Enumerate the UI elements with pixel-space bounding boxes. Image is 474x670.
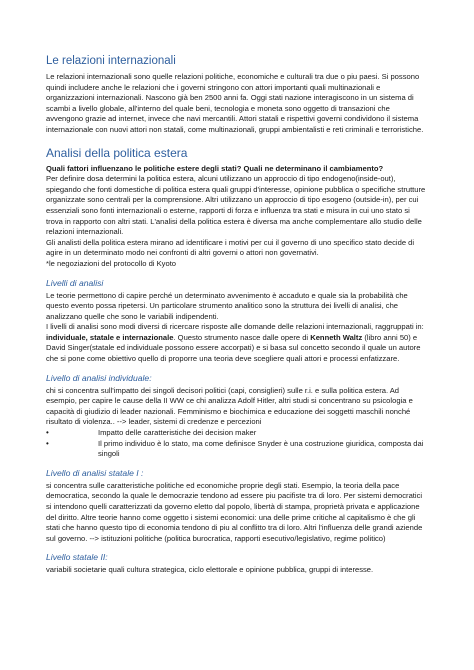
bullet-icon: • [46, 428, 49, 438]
paragraph-individuale: chi si concentra sull'impatto dei singoli decisori politici (capi, consiglieri) sulle r.i. e sulla politica estera. Ad esempio, per capire le cause della II WW ce chi analizza Adolf Hitler, altri studi si concentrano su psicologia e capacità di giudizio di leader nazionali. Femminismo e biochimica e educazione dei soggetti maschili nonché risultato di violenza.. --> leader, sistemi di credenze e percezioni [46, 385, 413, 427]
text-run: I livelli di analisi sono modi diversi di ricercare risposte alle domande delle relazioni internazionali, raggruppati in: [46, 322, 424, 332]
paragraph-livelli [46, 322, 428, 364]
heading-livelli-analisi: Livelli di analisi [46, 277, 104, 288]
section-title-politica-estera: Analisi della politica estera [46, 145, 188, 160]
heading-livello-statale-2: Livello statale II: [46, 552, 108, 563]
bullet-icon: • [46, 438, 49, 448]
paragraph-approcci: Per definire dosa determini la politica estera, alcuni utilizzano un approccio di tipo endogeno(inside-out), spiegando che fonti domestiche di politica estera quali gruppi d'interesse, opinione pubblica o specifiche strutture organizzate sono centrali per la comprensione. Altri utilizzano un approccio di tipo esogeno (outside-in), per cui essenziali sono fonti internazionali o esterne, rapporti di forza e influenza tra stati e misura in cui uno stato si trova in rapporto con altri stati. L'analisi della politica estera è diversa ma anche complementare allo studio delle relazioni internazionali. [46, 174, 426, 237]
paragraph-statale-1: si concentra sulle caratteristiche politiche ed economiche proprie degli stati. Esempio, la teoria della pace democratica, secondo la quale le democrazie tendono ad essere piu pacifiste tra di loro. Per sistemi democratici si intendono quelli caratterizzati da governo eletto dal popolo, libertà di stampa, proprietà privata e applicazione del diritto. Altre teorie hanno come oggetto i sistemi economici: una delle prime critiche al capitalismo è che gli stati che hanno questo tipo di economia tendono di piu al conflitto tra di loro. Altri l'influenza delle grandi aziende sul governo. --> istituzioni politiche (politica burocratica, rapporti esecutivo/legislativo, regime politico) [46, 480, 423, 543]
text-run: . Questo strumento nasce dalle opere di [173, 332, 311, 342]
paragraph-teorie: Le teorie permettono di capire perché un determinato avvenimento è accaduto e quale sia la probabilità che questo evento possa ripetersi. Un particolare strumento analitico sono la struttura dei livelli di analisi, che analizzano quelle che sono le variabili indipendenti. [46, 290, 408, 321]
heading-livello-individuale: Livello di analisi individuale: [46, 372, 152, 383]
bullet-item [46, 439, 428, 460]
bullet-text: Il primo individuo è lo stato, ma come definisce Snyder è una costruzione giuridica, composta dai singoli [98, 438, 424, 459]
paragraph-statale-2: variabili societarie quali cultura strategica, ciclo elettorale e opinione pubblica, gruppi di interesse. [46, 565, 374, 575]
text-run: (libro anni 50) e David Singer(statale ed individuale possono essere accorpati) e si basa sul concetto secondo il quale un autore che si pone come obiettivo quello di proporre una teoria deve scegliere quali attori e processi enfatizzare. [46, 332, 421, 364]
section-title-relazioni: Le relazioni internazionali [46, 55, 176, 67]
paragraph-relazioni: Le relazioni internazionali sono quelle relazioni politiche, economiche e culturali tra due o piu paesi. Si possono quindi includere anche le relazioni che i governi stringono con attori importanti quali multinazionali e organizzazioni internazionali. Nascono già ben 2500 anni fa. Oggi stati nazione interagiscono in un sistema di scambi a livello globale, all'interno del quale beni, tecnologia e moneta sono oggetto di transazioni che avvengono grazie ad internet, invece che navi mercantili. Attori statali e rispettivi governi condividono il sistema internazionale con nuovi attori non statali, come multinazionali, gruppi ambientalisti e reti criminali e terroristiche. [46, 72, 424, 134]
paragraph-analisti: Gli analisti della politica estera mirano ad identificare i motivi per cui il governo di uno specifico stato decide di agire in un determinato modo nei confronti di altri governi o attori non governativi. [46, 237, 415, 258]
bold-run-livelli: individuale, statale e internazionale [46, 332, 174, 342]
note-kyoto: *le negoziazioni del protocollo di Kyoto [46, 258, 177, 268]
bold-run-waltz: Kenneth Waltz [310, 332, 363, 342]
question-line: Quali fattori influenzano le politiche estere degli stati? Quali ne determinano il cambiamento? [46, 163, 384, 173]
bullet-text: Impatto delle caratteristiche dei decision maker [98, 428, 257, 438]
heading-livello-statale-1: Livello di analisi statale I : [46, 467, 144, 478]
bullet-item [46, 428, 428, 439]
